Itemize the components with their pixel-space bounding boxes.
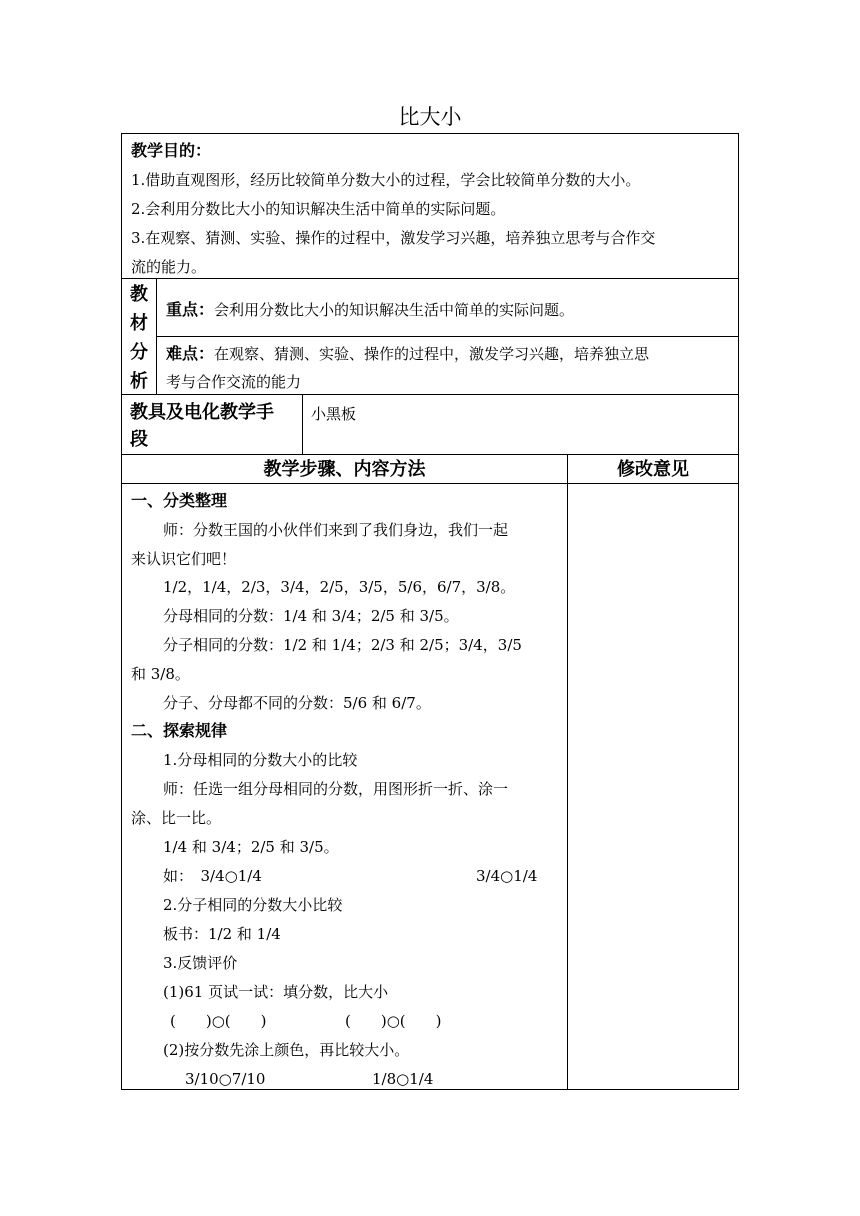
step-line: 1/4 和 3/4；2/5 和 3/5。 (163, 838, 339, 856)
difficulty-text-continued: 考与合作交流的能力 (166, 373, 302, 391)
objectives-heading: 教学目的： (131, 141, 212, 160)
difficulty-label: 难点： (166, 344, 215, 363)
section-heading: 一、分类整理 (131, 491, 228, 510)
col-divider-tools (302, 394, 303, 454)
step-line: 分子、分母都不同的分数：5/6 和 6/7。 (163, 694, 431, 712)
table-border-top (121, 133, 739, 134)
analysis-label-char: 材 (130, 313, 148, 334)
analysis-label-char: 教 (130, 284, 148, 305)
step-line: 3/10○7/10 (185, 1070, 266, 1088)
step-line: 师：分数王国的小伙伴们来到了我们身边，我们一起 (163, 521, 509, 539)
table-border-right (738, 133, 739, 1090)
key-point-text: 会利用分数比大小的知识解决生活中简单的实际问题。 (214, 301, 575, 319)
steps-header-left: 教学步骤、内容方法 (263, 459, 426, 480)
step-line: 师：任选一组分母相同的分数，用图形折一折、涂一 (163, 780, 509, 798)
step-line: 板书：1/2 和 1/4 (163, 925, 281, 943)
step-line: 1/8○1/4 (372, 1070, 434, 1088)
analysis-label-char: 析 (130, 371, 148, 392)
step-line: 3/4○1/4 (476, 867, 538, 885)
section-heading: 二、探索规律 (131, 721, 228, 740)
step-line: (2)按分数先涂上颜色，再比较大小。 (163, 1041, 410, 1059)
objective-item: 2.会利用分数比大小的知识解决生活中简单的实际问题。 (131, 200, 506, 218)
table-border-left (121, 133, 122, 1090)
step-line: 2.分子相同的分数大小比较 (163, 896, 343, 914)
key-point-label: 重点： (166, 300, 215, 319)
table-border-bottom (121, 1089, 739, 1090)
step-line: 和 3/8。 (131, 665, 190, 683)
step-line: 涂、比一比。 (131, 809, 222, 827)
step-line: ( )○( ) (170, 1012, 267, 1030)
step-line: 3.反馈评价 (163, 954, 238, 972)
step-line: 分母相同的分数：1/4 和 3/4；2/5 和 3/5。 (163, 607, 459, 625)
row-divider-analysis (121, 394, 739, 395)
objective-item: 1.借助直观图形，经历比较简单分数大小的过程，学会比较简单分数的大小。 (131, 171, 641, 189)
step-line: (1)61 页试一试：填分数，比大小 (163, 983, 389, 1001)
key-point (166, 300, 574, 320)
steps-header-right: 修改意见 (617, 459, 689, 480)
objective-item: 流的能力。 (131, 258, 207, 276)
step-line: 来认识它们吧！ (131, 550, 237, 568)
step-line: 如： 3/4○1/4 (163, 867, 262, 885)
step-line: 分子相同的分数：1/2 和 1/4；2/3 和 2/5；3/4，3/5 (163, 636, 522, 654)
tools-label: 教具及电化教学手 (130, 402, 274, 423)
analysis-label-char: 分 (130, 342, 148, 363)
row-divider-objectives (121, 278, 739, 279)
difficulty-point (166, 344, 649, 364)
difficulty-text: 在观察、猜测、实验、操作的过程中，激发学习兴趣，培养独立思 (214, 345, 650, 363)
page-title: 比大小 (398, 105, 462, 129)
step-line: 1.分母相同的分数大小的比较 (163, 751, 358, 769)
col-divider-steps (567, 454, 568, 1090)
step-line: ( )○( ) (345, 1012, 442, 1030)
row-divider-header (121, 483, 739, 484)
row-divider-tools (121, 454, 739, 455)
objective-item: 3.在观察、猜测、实验、操作的过程中，激发学习兴趣，培养独立思考与合作交 (131, 229, 656, 247)
row-divider-analysis-inner (156, 336, 739, 337)
tools-value: 小黑板 (311, 405, 357, 423)
tools-label-continued: 段 (130, 429, 148, 450)
step-line: 1/2，1/4，2/3，3/4，2/5，3/5，5/6，6/7，3/8。 (163, 578, 516, 596)
